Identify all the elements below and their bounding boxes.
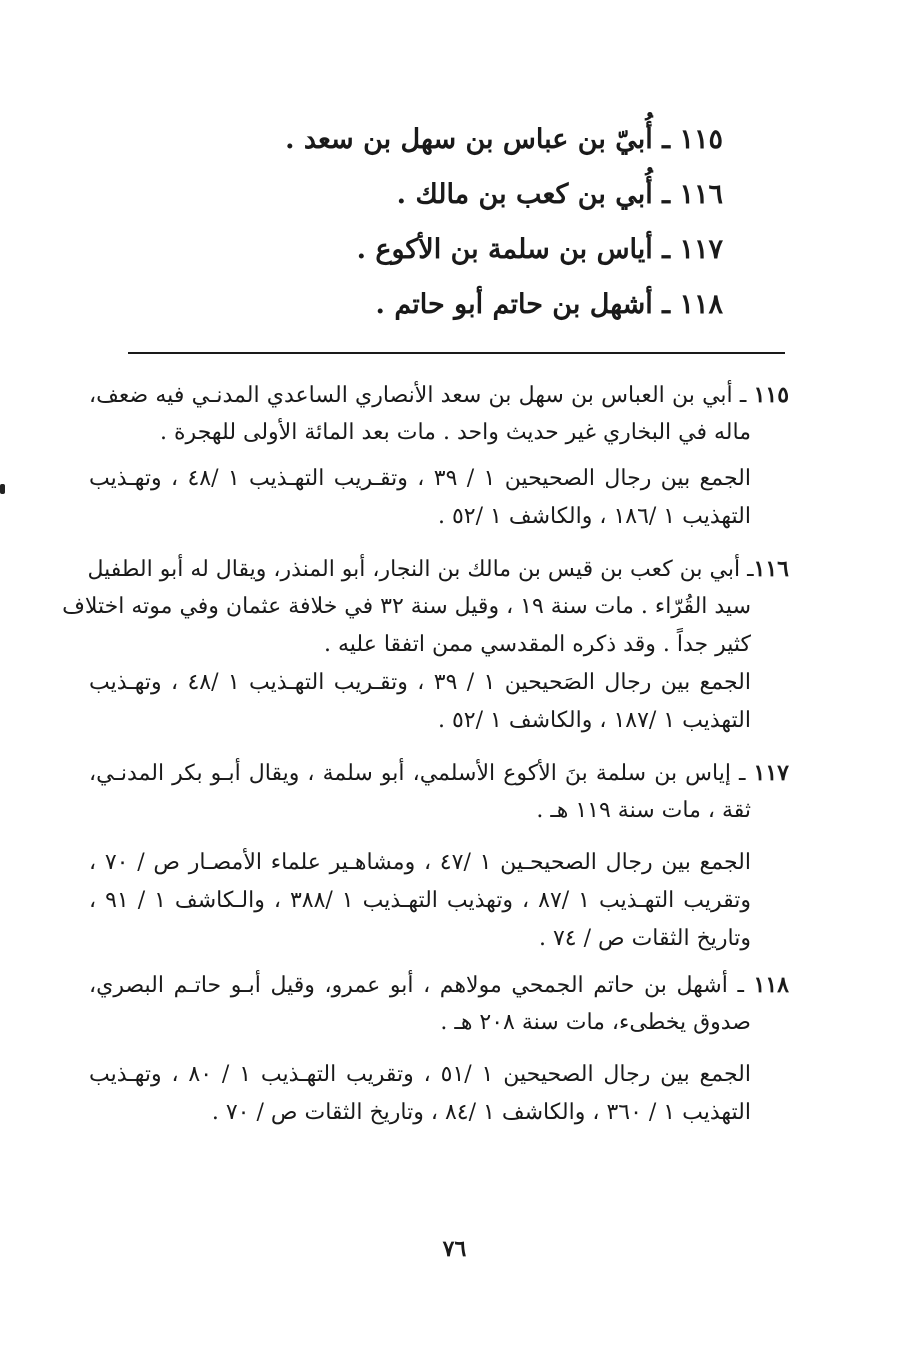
footnote-116-line-3: كثير جداً . وقد ذكره المقدسي ممن اتفقا عليه .	[324, 632, 751, 657]
footnote-116-line-1	[89, 550, 789, 588]
footnote-115-line-1	[89, 376, 789, 414]
footnote-116-reference-1: الجمع بين رجال الصَحيحين ١ / ٣٩ ، وتقـريب التهـذيب ١ /٤٨ ، وتهـذيب	[89, 670, 751, 695]
footnote-118-line-2: صدوق يخطىء، مات سنة ٢٠٨ هـ .	[440, 1010, 751, 1035]
heading-117: ١١٧ ـ أياس بن سلمة بن الأكوع .	[356, 234, 723, 265]
footnote-118-reference-2: التهذيب ١ / ٣٦٠ ، والكاشف ١ /٨٤ ، وتاريخ الثقات ص / ٧٠ .	[211, 1100, 751, 1125]
footnote-117-line-1	[89, 754, 789, 792]
footnote-115-line-2: ماله في البخاري غير حديث واحد . مات بعد المائة الأولى للهجرة .	[160, 420, 751, 445]
footnote-117-reference-1: الجمع بين رجال الصحيحـين ١ /٤٧ ، ومشاهـير علماء الأمصـار ص / ٧٠ ،	[89, 850, 752, 875]
entry-headings	[163, 112, 723, 332]
footnote-117-reference-3: وتاريخ الثقات ص / ٧٤ .	[538, 926, 751, 951]
footnote-115-reference-1: الجمع بين رجال الصحيحين ١ / ٣٩ ، وتقـريب التهـذيب ١ /٤٨ ، وتهـذيب	[89, 466, 751, 491]
heading-115: ١١٥ ـ أُبيّ بن عباس بن سهل بن سعد .	[285, 124, 723, 155]
footnote-116-line-2: سيد القُرّاء . مات سنة ١٩ ، وقيل سنة ٣٢ في خلافة عثمان وفي موته اختلاف	[62, 594, 751, 619]
heading-116: ١١٦ ـ أُبي بن كعب بن مالك .	[396, 179, 723, 210]
footnote-115-number: ١١٥	[753, 382, 790, 408]
footnote-116-number: ١١٦	[753, 556, 789, 582]
footnote-divider	[128, 352, 785, 354]
footnote-117-reference-2: وتقريب التهـذيب ١ /٨٧ ، وتهذيب التهـذيب ١ /٣٨٨ ، والـكاشف ١ / ٩١ ،	[89, 888, 752, 913]
footnotes	[62, 376, 790, 1132]
footnote-118-text-1: ـ أشهل بن حاتم الجمحي مولاهم ، أبو عمرو، وقيل أبـو حاتـم البصري،	[89, 973, 754, 998]
footnote-118-line-1	[89, 966, 789, 1004]
heading-118: ١١٨ ـ أشهل بن حاتم أبو حاتم .	[375, 289, 723, 320]
footnote-116-text-1: ـ أبي بن كعب بن قيس بن مالك بن النجار، أبو المنذر، ويقال له أبو الطفيل	[87, 557, 754, 582]
footnote-115-reference-2: التهذيب ١ /١٨٦ ، والكاشف ١ /٥٢ .	[437, 504, 751, 529]
footnote-115-text-1: ـ أبي بن العباس بن سهل بن سعد الأنصاري الساعدي المدنـي فيه ضعف،	[89, 383, 754, 408]
footnote-117-text-1: ـ إياس بن سلمة بنَ الأكوع الأسلمي، أبو سلمة ، ويقال أبـو بكر المدنـي،	[89, 761, 754, 786]
footnote-117-line-2: ثقة ، مات سنة ١١٩ هـ .	[536, 798, 751, 823]
footnote-118-number: ١١٨	[753, 972, 789, 998]
footnote-118-reference-1: الجمع بين رجال الصحيحين ١ /٥١ ، وتقريب التهـذيب ١ / ٨٠ ، وتهـذيب	[89, 1062, 751, 1087]
footnote-116-reference-2: التهذيب ١ /١٨٧ ، والكاشف ١ /٥٢ .	[437, 708, 751, 733]
footnote-117-number: ١١٧	[753, 760, 789, 786]
scan-edge-mark	[0, 484, 5, 494]
page-number: ٧٦	[442, 1236, 467, 1262]
